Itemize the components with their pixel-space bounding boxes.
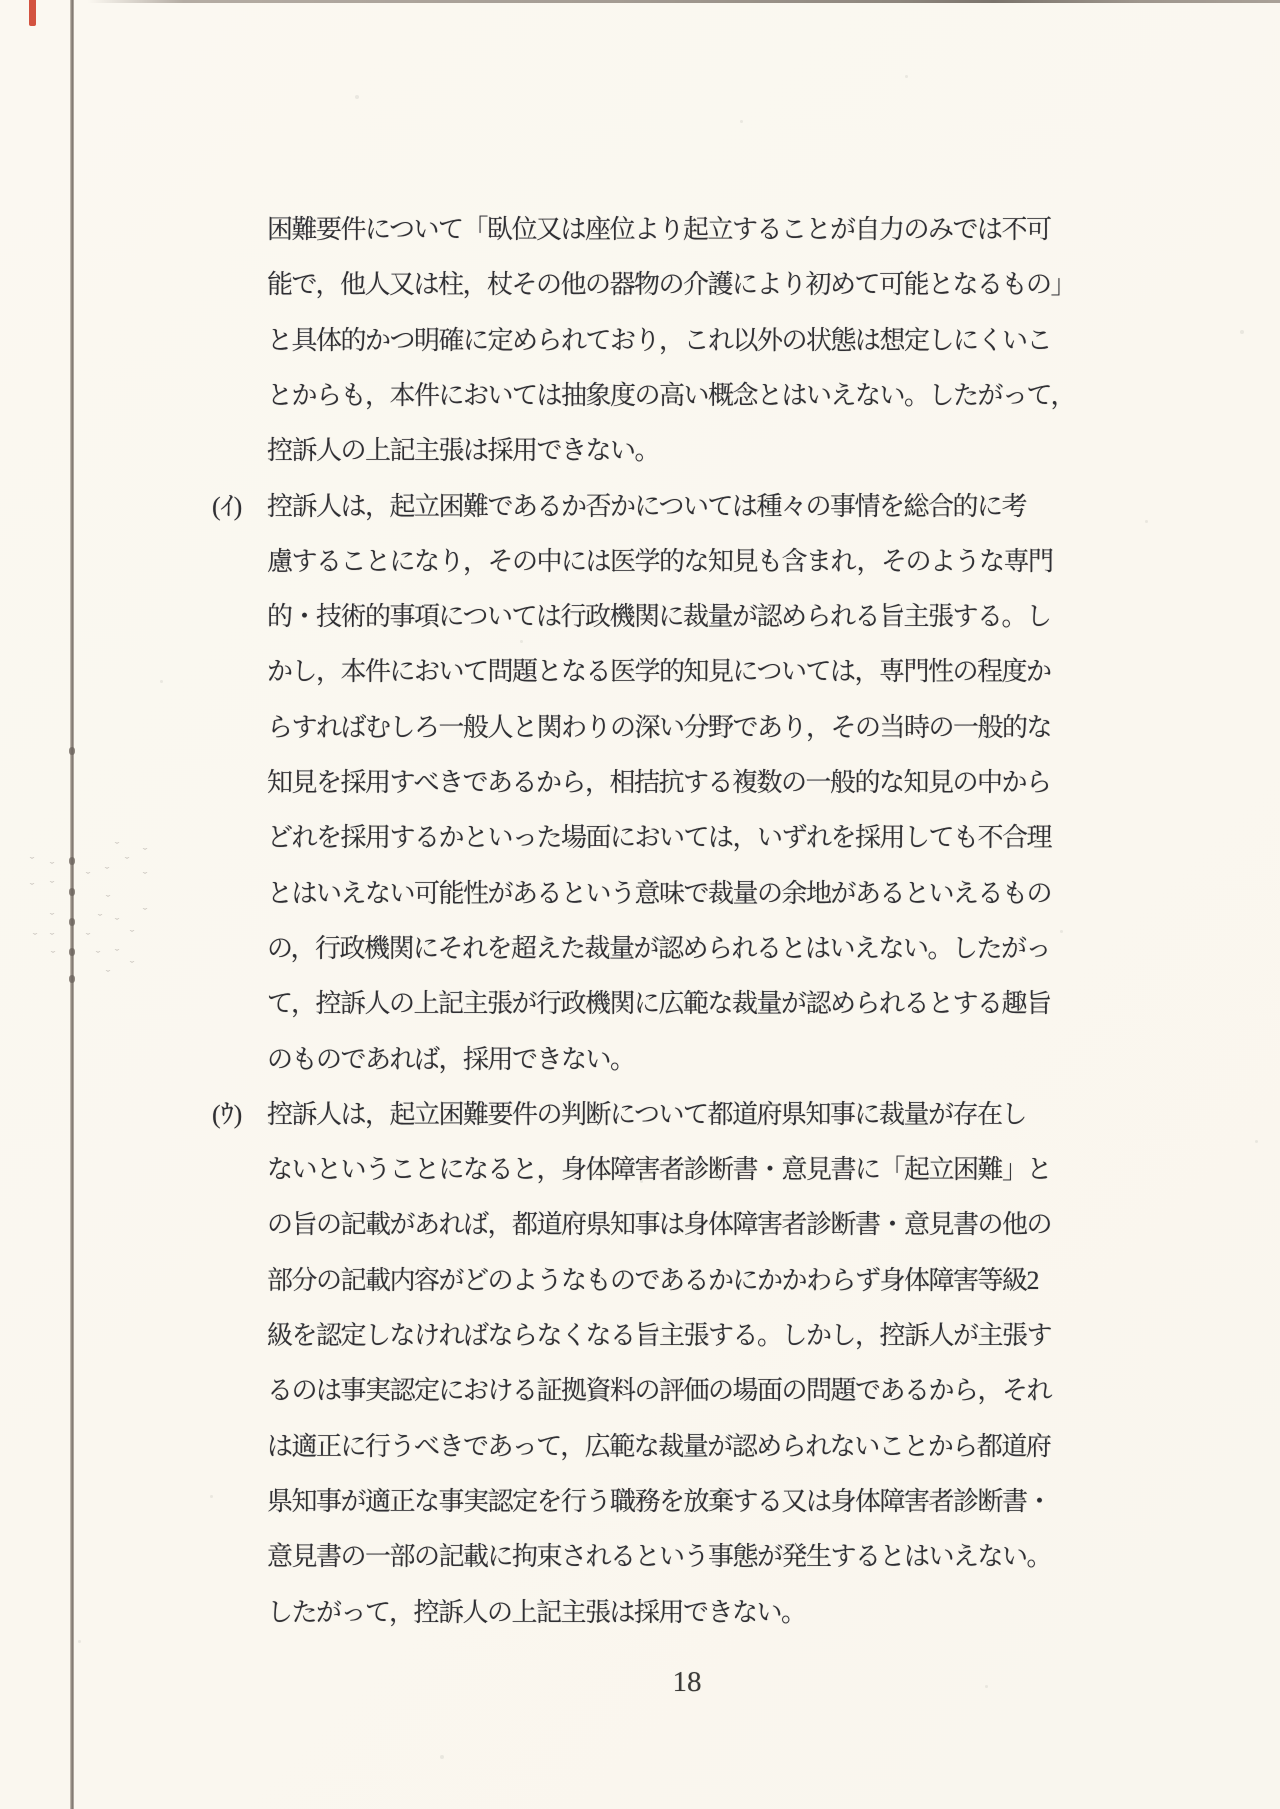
margin-smudge-mark: ˇ bbox=[49, 910, 55, 924]
line-text: ないということになると，身体障害者診断書・意見書に「起立困難」と bbox=[267, 1155, 1052, 1184]
margin-smudge-mark: ˇ bbox=[114, 946, 120, 960]
line-text: 控訴人の上記主張は採用できない。 bbox=[267, 436, 660, 465]
text-line bbox=[212, 1541, 1112, 1573]
text-line bbox=[212, 712, 1112, 744]
text-line bbox=[212, 1320, 1112, 1352]
line-text: とからも，本件においては抽象度の高い概念とはいえない。したがって， bbox=[267, 381, 1075, 410]
line-text: 慮することになり，その中には医学的な知見も含まれ，そのような専門 bbox=[267, 547, 1053, 576]
line-text: るのは事実認定における証拠資料の評価の場面の問題であるから，それ bbox=[267, 1376, 1052, 1405]
rule-smudge-knot bbox=[69, 975, 75, 983]
line-text: 的・技術的事項については行政機関に裁量が認められる旨主張する。し bbox=[267, 602, 1051, 631]
margin-smudge-mark: ˇ bbox=[142, 905, 148, 919]
text-line bbox=[212, 214, 1112, 246]
text-line bbox=[212, 1431, 1112, 1463]
margin-smudge-mark: ˇ bbox=[85, 930, 91, 944]
margin-smudge-mark: ˇ bbox=[104, 864, 110, 878]
rule-smudge-knot bbox=[69, 918, 75, 926]
paper-speck bbox=[520, 640, 523, 643]
margin-smudge-mark: ˇ bbox=[49, 930, 55, 944]
text-line bbox=[212, 1597, 1112, 1629]
line-text: とはいえない可能性があるという意味で裁量の余地があるといえるもの bbox=[267, 879, 1052, 908]
paragraph-label: (ｳ) bbox=[212, 1100, 243, 1129]
line-text: したがって，控訴人の上記主張は採用できない。 bbox=[267, 1598, 806, 1627]
line-text: どれを採用するかといった場面においては，いずれを採用しても不合理 bbox=[267, 823, 1052, 852]
margin-smudge-mark: ˇ bbox=[142, 845, 148, 859]
text-line bbox=[212, 1375, 1112, 1407]
line-text: 部分の記載内容がどのようなものであるかにかかわらず身体障害等級2 bbox=[267, 1266, 1039, 1295]
margin-smudge-mark: ˇ bbox=[124, 854, 130, 868]
line-text: て，控訴人の上記主張が行政機関に広範な裁量が認められるとする趣旨 bbox=[267, 989, 1051, 1018]
text-line bbox=[212, 1486, 1112, 1518]
text-line bbox=[212, 1265, 1112, 1297]
line-text: 控訴人は，起立困難要件の判断について都道府県知事に裁量が存在し bbox=[267, 1100, 1026, 1129]
line-text: と具体的かつ明確に定められており，これ以外の状態は想定しにくいこ bbox=[267, 326, 1052, 355]
margin-smudge-mark: ˇ bbox=[105, 892, 111, 906]
margin-smudge-mark: ˇ bbox=[114, 915, 120, 929]
rule-smudge-knot bbox=[69, 948, 75, 956]
margin-smudge-mark: ˇ bbox=[95, 948, 101, 962]
rule-smudge-knot bbox=[69, 857, 75, 865]
paper-speck bbox=[78, 1640, 81, 1643]
margin-smudge-mark: ˇ bbox=[114, 839, 120, 853]
paper-speck bbox=[1145, 520, 1148, 523]
text-line bbox=[212, 380, 1112, 412]
margin-smudge-mark: ˇ bbox=[129, 958, 135, 972]
paper-speck bbox=[740, 120, 743, 123]
margin-smudge-mark: ˇ bbox=[105, 967, 111, 981]
margin-smudge-mark: ˇ bbox=[29, 854, 35, 868]
paper-speck bbox=[640, 1180, 643, 1183]
margin-smudge-mark: ˇ bbox=[49, 878, 55, 892]
rule-smudge-knot bbox=[69, 888, 75, 896]
text-line bbox=[212, 491, 1112, 523]
paper-speck bbox=[1255, 1140, 1258, 1143]
text-line bbox=[212, 878, 1112, 910]
text-line bbox=[212, 601, 1112, 633]
line-text: の旨の記載があれば，都道府県知事は身体障害者診断書・意見書の他の bbox=[267, 1210, 1052, 1239]
text-line bbox=[212, 933, 1112, 965]
paper-speck bbox=[440, 1755, 444, 1759]
line-text: 県知事が適正な事実認定を行う職務を放棄する又は身体障害者診断書・ bbox=[267, 1487, 1052, 1516]
line-text: は適正に行うべきであって，広範な裁量が認められないことから都道府 bbox=[267, 1432, 1051, 1461]
margin-smudge-mark: ˇ bbox=[29, 880, 35, 894]
text-line bbox=[212, 656, 1112, 688]
text-line bbox=[212, 767, 1112, 799]
rule-smudge-knot bbox=[69, 747, 75, 755]
paragraph-label: (ｲ) bbox=[212, 492, 243, 521]
text-line bbox=[212, 1154, 1112, 1186]
paper-speck bbox=[1240, 330, 1244, 334]
line-text: のものであれば，採用できない。 bbox=[267, 1045, 635, 1074]
line-text: 知見を採用すべきであるから，相拮抗する複数の一般的な知見の中から bbox=[267, 768, 1051, 797]
line-text: かし，本件において問題となる医学的知見については，専門性の程度か bbox=[267, 657, 1051, 686]
line-text: 級を認定しなければならなくなる旨主張する。しかし，控訴人が主張す bbox=[267, 1321, 1052, 1350]
margin-smudge-mark: ˇ bbox=[85, 869, 91, 883]
line-text: 能で，他人又は柱，杖その他の器物の介護により初めて可能となるもの」 bbox=[267, 270, 1075, 299]
margin-smudge-mark: ˇ bbox=[142, 869, 148, 883]
text-line bbox=[212, 325, 1112, 357]
paper-speck bbox=[355, 95, 359, 99]
line-text: 意見書の一部の記載に拘束されるという事態が発生するとはいえない。 bbox=[267, 1542, 1052, 1571]
margin-smudge-mark: ˇ bbox=[49, 859, 55, 873]
line-text: らすればむしろ一般人と関わりの深い分野であり，その当時の一般的な bbox=[267, 713, 1052, 742]
margin-smudge-mark: ˇ bbox=[32, 930, 38, 944]
paper-speck bbox=[985, 1685, 988, 1688]
paper-speck bbox=[905, 75, 908, 78]
page-number: 18 bbox=[672, 1666, 702, 1698]
margin-smudge-mark: ˇ bbox=[50, 948, 56, 962]
margin-smudge-mark: ˇ bbox=[129, 927, 135, 941]
text-line bbox=[212, 822, 1112, 854]
margin-smudge-mark: ˇ bbox=[97, 911, 103, 925]
text-line bbox=[212, 988, 1112, 1020]
line-text: 困難要件について「臥位又は座位より起立することが自力のみでは不可 bbox=[267, 215, 1051, 244]
text-line bbox=[212, 1209, 1112, 1241]
text-line bbox=[212, 546, 1112, 578]
paper-speck bbox=[1060, 930, 1063, 933]
text-line bbox=[212, 435, 1112, 467]
paper-speck bbox=[210, 1495, 213, 1498]
text-line bbox=[212, 269, 1112, 301]
line-text: 控訴人は，起立困難であるか否かについては種々の事情を総合的に考 bbox=[267, 492, 1026, 521]
text-line bbox=[212, 1044, 1112, 1076]
line-text: の，行政機関にそれを超えた裁量が認められるとはいえない。したがっ bbox=[267, 934, 1050, 963]
text-line bbox=[212, 1099, 1112, 1131]
paper-speck bbox=[160, 680, 163, 683]
